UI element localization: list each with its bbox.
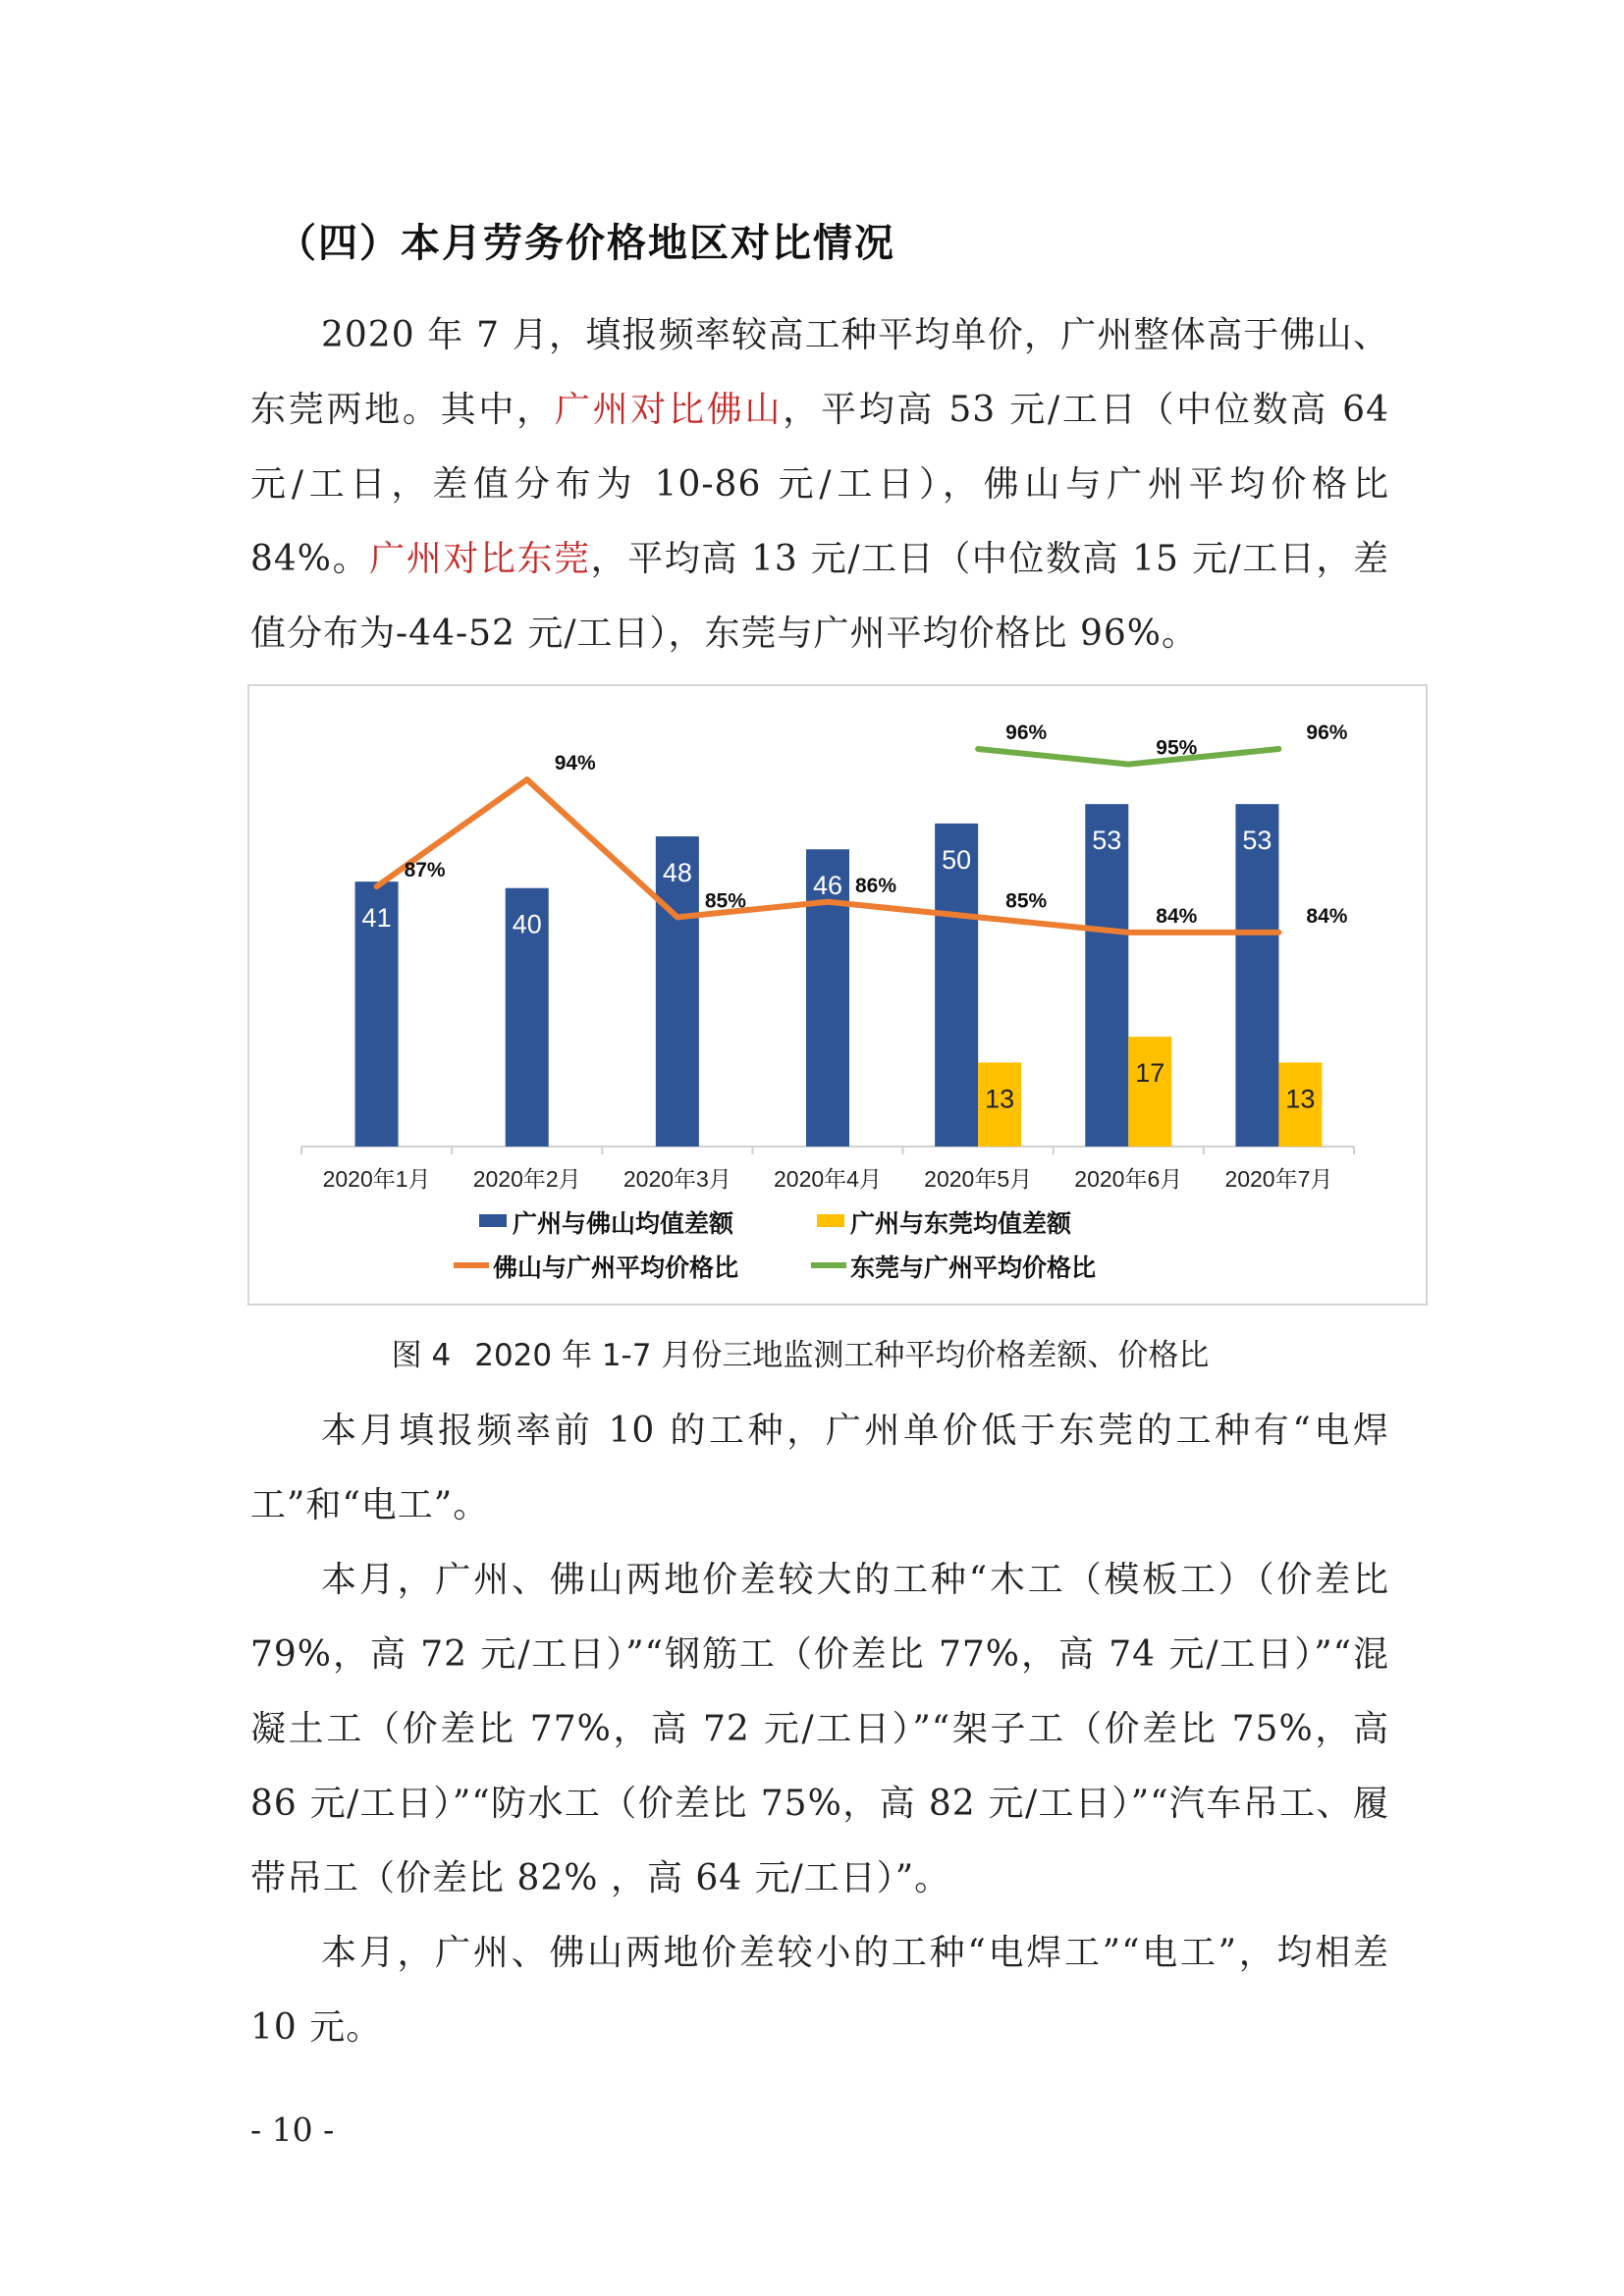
line-foshan-ratio-data-label: 85%: [1005, 889, 1048, 913]
x-tick-label: 2020年7月: [1224, 1166, 1333, 1192]
bar-label-guangzhou-dongguan: 17: [1135, 1058, 1165, 1089]
line-foshan-ratio-data-label: 84%: [1156, 904, 1198, 928]
bar-label-guangzhou-foshan: 53: [1092, 826, 1122, 856]
x-tick-label: 2020年3月: [623, 1166, 731, 1192]
paragraph-price-comparison: [250, 298, 1389, 671]
highlight-guangzhou-vs-dongguan: 广州对比东莞: [369, 539, 591, 579]
bar-label-guangzhou-dongguan: 13: [1285, 1084, 1316, 1114]
figure-caption: [0, 1330, 1624, 1374]
legend-label: 广州与佛山均值差额: [513, 1210, 734, 1238]
bar-label-guangzhou-foshan: 48: [662, 858, 692, 888]
para1-text-c: ，平均高 13 元/工日（中位数高 15 元/工日，差值分布为-44-52 元/工日），东莞与广州平均价格比 96%。: [250, 539, 1389, 654]
bar-label-guangzhou-foshan: 40: [512, 909, 542, 939]
legend-label: 广州与东莞均值差额: [850, 1210, 1072, 1238]
bar-guangzhou-foshan: [1235, 804, 1278, 1147]
line-dongguan-ratio-data-label: 96%: [1306, 721, 1348, 744]
line-foshan-ratio-data-label: 85%: [704, 889, 746, 913]
legend-swatch: [817, 1214, 844, 1227]
line-foshan-ratio-data-label: 84%: [1306, 904, 1348, 928]
chart-frame: [247, 684, 1428, 1306]
legend-label: 东莞与广州平均价格比: [850, 1255, 1097, 1282]
x-tick-label: 2020年4月: [774, 1166, 882, 1192]
paragraph-small-differences: 本月，广州、佛山两地价差较小的工种“电焊工”“电工”，均相差 10 元。: [250, 1933, 1389, 2048]
figure-label: 图 4: [391, 1338, 452, 1373]
line-foshan-ratio-data-label: 86%: [855, 874, 897, 897]
para1-text-b: ，平均高 53 元/工日（中位数高 64 元/工日，差值分布为 10-86 元/工日），佛山与广州平均价格比 84%。: [250, 390, 1389, 579]
page-number: - 10 -: [250, 2110, 335, 2149]
bar-label-guangzhou-dongguan: 13: [985, 1084, 1015, 1114]
legend-label: 佛山与广州平均价格比: [493, 1255, 739, 1282]
x-tick-label: 2020年6月: [1074, 1166, 1183, 1192]
bar-label-guangzhou-foshan: 41: [361, 903, 392, 934]
line-dongguan-ratio-data-label: 95%: [1156, 736, 1198, 760]
highlight-guangzhou-vs-foshan: 广州对比佛山: [554, 390, 784, 430]
legend-swatch: [479, 1214, 507, 1227]
paragraph-top10-trades: 本月填报频率前 10 的工种，广州单价低于东莞的工种有“电焊工”和“电工”。: [250, 1411, 1389, 1525]
bar-label-guangzhou-foshan: 53: [1242, 826, 1272, 856]
bar-guangzhou-dongguan: [1128, 1037, 1171, 1147]
line-dongguan-ratio: [978, 749, 1278, 765]
line-foshan-ratio-data-label: 87%: [404, 859, 446, 882]
x-tick-label: 2020年1月: [322, 1166, 431, 1192]
line-foshan-ratio-data-label: 94%: [554, 752, 596, 775]
bar-guangzhou-foshan: [1085, 804, 1128, 1147]
bar-label-guangzhou-foshan: 46: [812, 871, 843, 901]
section-heading: （四）本月劳务价格地区对比情况: [277, 221, 895, 266]
paragraph-large-differences: 本月，广州、佛山两地价差较大的工种“木工（模板工）（价差比 79%，高 72 元/工日）”“钢筋工（价差比 77%，高 74 元/工日）”“混凝土工（价差比 77%，高 72 元/工日）”“架子工（价差比 75%，高 86 元/工日）”“防水工（价差比 75%，高 82 元/工日）”“汽车吊工、履带吊工（价差比 82% ，高 64 元/工日）”。: [250, 1560, 1389, 1898]
bar-label-guangzhou-foshan: 50: [942, 844, 972, 875]
x-tick-label: 2020年2月: [472, 1166, 581, 1192]
line-dongguan-ratio-data-label: 96%: [1005, 721, 1048, 744]
price-comparison-chart: [249, 686, 1426, 1304]
para1-text-a: 2020 年 7 月，填报频率较高工种平均单价，广州整体高于佛山、东莞两地。其中，: [250, 315, 1389, 430]
x-tick-label: 2020年5月: [924, 1166, 1033, 1192]
figure-title: 2020 年 1-7 月份三地监测工种平均价格差额、价格比: [474, 1338, 1210, 1373]
